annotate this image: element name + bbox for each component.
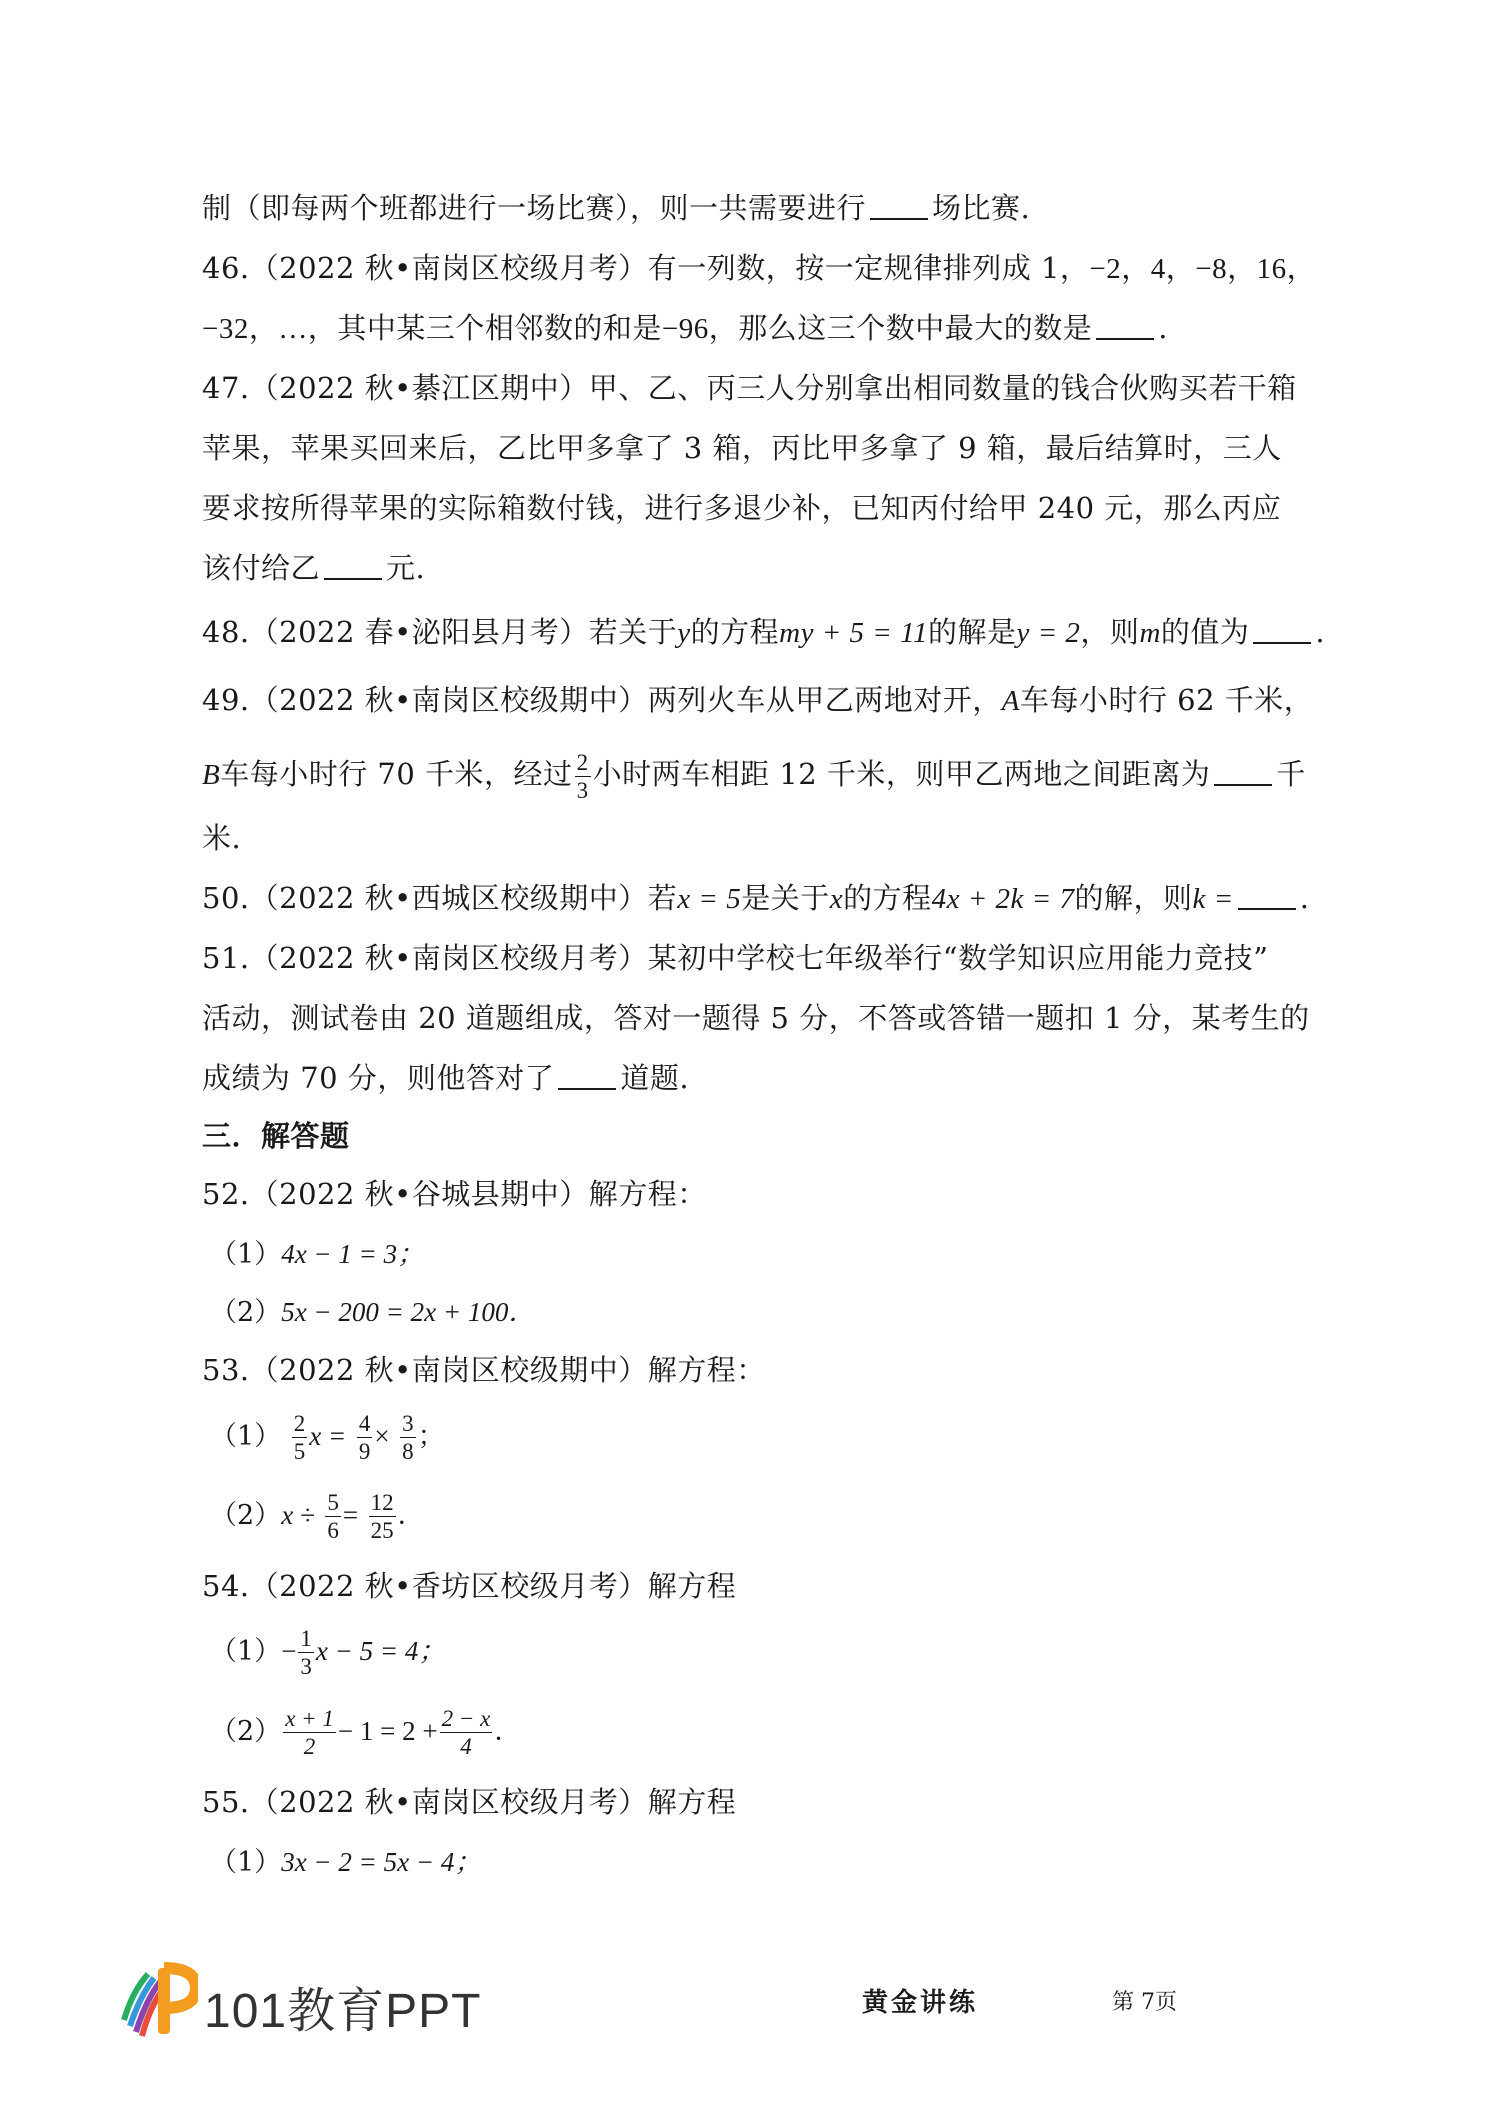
question-54-part-1: [210, 1620, 445, 1683]
text: 的值为: [1160, 615, 1250, 649]
answer-blank: [324, 550, 382, 580]
text: 50.（2022 秋•西城区校级期中）若: [202, 881, 678, 915]
punct: ．: [494, 1716, 522, 1747]
text: 活动，测试卷由 20 道题组成，答对一题得 5 分，不答或答错一题扣 1 分，某考生的: [202, 1001, 1310, 1035]
text: 车每小时行 70 千米，经过: [220, 757, 573, 791]
denominator: 25: [370, 1518, 394, 1543]
math-eq: y = 2: [1016, 617, 1081, 649]
text: 49.（2022 秋•南岗区校级期中）两列火车从甲乙两地对开，: [202, 683, 1002, 717]
fraction: [400, 1410, 416, 1465]
operator: ×: [374, 1421, 390, 1451]
question-54-part-2: [210, 1700, 521, 1763]
denominator: 6: [327, 1518, 339, 1543]
math-eq: 4x + 2k = 7: [931, 883, 1075, 915]
numerator: 2: [293, 1411, 306, 1436]
text: 46.（2022 秋•南岗区校级月考）有一列数，按一定规律排列成 1，: [202, 251, 1090, 285]
fraction: [325, 1489, 341, 1544]
section-heading: [202, 1116, 1302, 1156]
denominator: 5: [293, 1439, 306, 1464]
text: 米.: [202, 821, 242, 855]
text: 52.（2022 秋•谷城县期中）解方程：: [202, 1177, 707, 1211]
question-55-part-1: [210, 1842, 481, 1883]
math-eq: my + 5 = 11: [779, 617, 928, 649]
denominator: 3: [300, 1654, 312, 1679]
denominator: 8: [402, 1439, 414, 1464]
text: 的解，则: [1074, 881, 1193, 915]
answer-blank: [1096, 310, 1154, 340]
numerator: 1: [300, 1626, 312, 1651]
question-47-line-1: [202, 368, 1302, 408]
question-50: 50.（2022 秋•西城区校级期中）若x = 5是关于x的方程4x + 2k = 7的解，则k = .: [202, 881, 1310, 915]
denominator: 3: [576, 777, 589, 803]
question-49-line-2: [202, 745, 1306, 804]
question-46-line-2: −32，…，其中某三个相邻数的和是−96，那么这三个数中最大的数是 .: [202, 311, 1168, 345]
logo-text: 101教育PPT: [204, 1985, 482, 2038]
part-label: （2）: [210, 1500, 282, 1531]
part-label: （1）: [210, 1421, 282, 1452]
operator: =: [342, 1500, 359, 1530]
fraction: [357, 1410, 373, 1465]
numerator: 3: [402, 1411, 414, 1436]
text: 55.（2022 秋•南岗区校级月考）解方程: [202, 1785, 737, 1819]
text: 是关于: [741, 881, 830, 915]
numerator: x + 1: [285, 1706, 334, 1731]
text: 成绩为 70 分，则他答对了: [202, 1061, 555, 1095]
math-eq: x ÷: [281, 1500, 315, 1530]
text: ，那么这三个数中最大的数是: [708, 311, 1093, 345]
text: 该付给乙: [202, 551, 321, 585]
text: 的方程: [690, 615, 780, 649]
question-46-line-1: [202, 248, 1317, 289]
answer-blank: [870, 190, 928, 220]
question-52-part-1: [210, 1234, 424, 1275]
text: 车每小时行 62 千米，: [1019, 683, 1314, 717]
question-51-line-3: [202, 1058, 1302, 1098]
text: 的解是: [927, 615, 1017, 649]
question-47-line-2: [202, 428, 1302, 468]
numerator: 2: [576, 749, 589, 775]
question-51-line-1: [202, 938, 1302, 978]
text: 要求按所得苹果的实际箱数付钱，进行多退少补，已知丙付给甲 240 元，那么丙应: [202, 491, 1282, 525]
brand-logo: [118, 1962, 518, 2042]
question-53-part-1: [210, 1405, 445, 1468]
text: 道题.: [620, 1061, 690, 1095]
question-53-part-2: [210, 1484, 425, 1547]
q45-continuation: [202, 188, 1302, 228]
question-49-line-1: [202, 680, 1314, 721]
part-label: （2）: [210, 1297, 282, 1328]
text: 47.（2022 秋•綦江区期中）甲、乙、丙三人分别拿出相同数量的钱合伙购买若干箱: [202, 371, 1297, 405]
question-52: [202, 1174, 1302, 1214]
fraction: [292, 1410, 308, 1465]
fraction: [575, 749, 591, 804]
question-54: [202, 1566, 1302, 1606]
question-47-line-3: [202, 488, 1302, 528]
question-48: 48.（2022 春•泌阳县月考）若关于y的方程my + 5 = 11的解是y = 2，则m的值为 .: [202, 615, 1326, 649]
math-eq: 3x − 2 = 5x − 4；: [281, 1847, 482, 1877]
answer-blank: [1238, 880, 1296, 910]
fraction: [440, 1705, 493, 1760]
math-eq: − 1 = 2 +: [337, 1716, 438, 1746]
answer-blank: [1253, 614, 1311, 644]
part-label: （2）: [210, 1716, 282, 1747]
math-eq: 4x − 1 = 3；: [281, 1239, 425, 1269]
question-51-line-2: [202, 998, 1310, 1038]
part-label: （1）: [210, 1239, 282, 1270]
math-value: −96: [661, 313, 709, 345]
denominator: 9: [358, 1439, 371, 1464]
punct: ；: [417, 1421, 445, 1452]
text: 51.（2022 秋•南岗区校级月考）某初中学校七年级举行“数学知识应用能力竞技”: [202, 941, 1269, 975]
text: 小时两车相距 12 千米，则甲乙两地之间距离为: [592, 757, 1211, 791]
text: 千: [1276, 757, 1306, 791]
math-var: y: [677, 617, 691, 649]
fraction: [283, 1705, 336, 1760]
numerator: 5: [327, 1490, 339, 1515]
text: 54.（2022 秋•香坊区校级月考）解方程: [202, 1569, 737, 1603]
math-sequence: −2，4，−8，16，: [1089, 253, 1317, 285]
math-var: k =: [1192, 883, 1234, 915]
answer-blank: [1214, 756, 1272, 786]
math-var: A: [1001, 685, 1020, 717]
math-eq: 5x − 200 = 2x + 100．: [281, 1297, 536, 1327]
fraction: [298, 1625, 314, 1680]
operator: −: [281, 1636, 297, 1666]
math-eq: x − 5 = 4；: [315, 1636, 446, 1666]
question-49-line-3: [202, 818, 1302, 858]
text: 制（即每两个班都进行一场比赛），则一共需要进行: [202, 191, 867, 225]
answer-blank: [558, 1060, 616, 1090]
math-eq: x = 5: [677, 883, 742, 915]
numerator: 4: [358, 1411, 371, 1436]
question-47-line-4: [202, 548, 1302, 588]
numerator: 2 − x: [441, 1706, 491, 1731]
page-number: 第 7页: [1112, 1990, 1177, 2015]
text: ，则: [1080, 615, 1140, 649]
question-53: [202, 1350, 1302, 1390]
text: 苹果，苹果买回来后，乙比甲多拿了 3 箱，丙比甲多拿了 9 箱，最后结算时，三人: [202, 431, 1282, 465]
denominator: 4: [460, 1734, 472, 1759]
denominator: 2: [303, 1734, 316, 1759]
math-var: B: [202, 759, 221, 791]
text: 53.（2022 秋•南岗区校级期中）解方程：: [202, 1353, 766, 1387]
question-55: [202, 1782, 1302, 1822]
math-var: m: [1139, 617, 1161, 649]
text: 元.: [386, 551, 426, 585]
text: 48.（2022 春•泌阳县月考）若关于: [202, 615, 678, 649]
math-var: x: [829, 883, 844, 915]
logo-icon: [118, 1962, 198, 2042]
footer-title: 黄金讲练: [862, 1988, 979, 2018]
text: 三．解答题: [202, 1119, 350, 1153]
text: 其中某三个相邻数的和是: [337, 311, 662, 345]
punct: ．: [397, 1500, 425, 1531]
math-sequence: −32，…，: [202, 313, 338, 345]
text: 场比赛.: [932, 191, 1031, 225]
numerator: 12: [370, 1490, 394, 1515]
fraction: [369, 1489, 396, 1544]
question-52-part-2: [210, 1292, 535, 1333]
math-eq: x =: [309, 1421, 347, 1451]
part-label: （1）: [210, 1847, 282, 1878]
text: 的方程: [843, 881, 932, 915]
part-label: （1）: [210, 1636, 282, 1667]
